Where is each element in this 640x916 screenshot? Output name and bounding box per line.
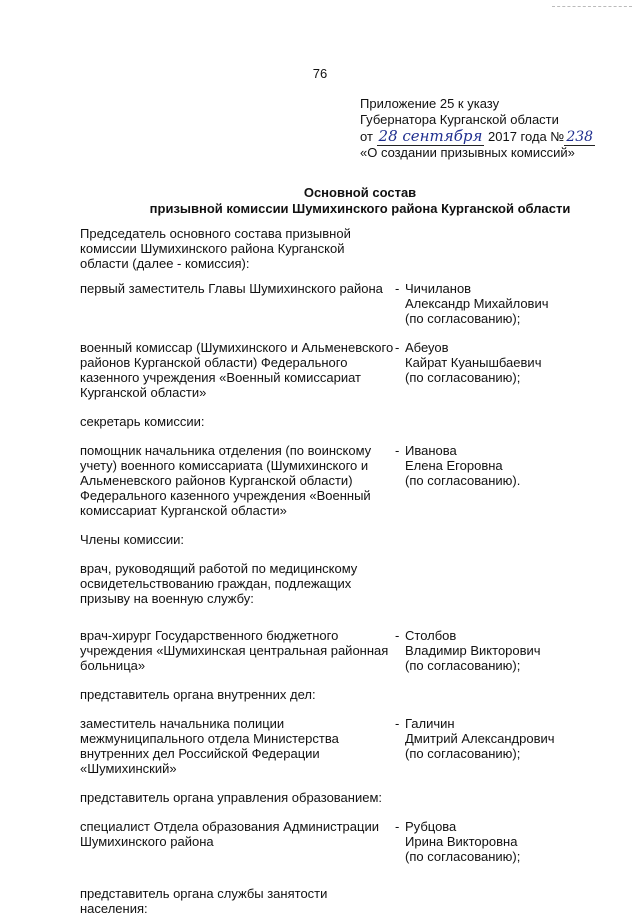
member-role: военный комиссар (Шумихинского и Альменевского районов Курганской области) Федерального казенного учреждения «Военный комиссариат Курганской области»	[80, 340, 394, 400]
member-given-names: Ирина Викторовна	[405, 834, 518, 849]
member-given-names: Елена Егоровна	[405, 458, 503, 473]
dash: -	[395, 443, 400, 458]
member-role: заместитель начальника полиции межмуниципального отдела Министерства внутренних дел Российской Федерации «Шумихинский»	[80, 716, 339, 776]
member-surname: Галичин	[405, 716, 455, 731]
member-surname: Иванова	[405, 443, 457, 458]
member-row-secretary	[80, 443, 625, 518]
dash: -	[395, 340, 400, 355]
handwritten-number: 238	[566, 129, 594, 145]
member-note: (по согласованию);	[405, 370, 521, 385]
appendix-line-2: Губернатора Курганской области	[360, 112, 559, 127]
dash: -	[395, 281, 400, 296]
member-person	[405, 443, 605, 518]
handwritten-date: 28 сентября	[378, 127, 483, 145]
member-row-commissar	[80, 340, 625, 400]
scan-edge-mark	[552, 6, 632, 9]
member-row-surgeon	[80, 628, 625, 673]
dash: -	[395, 716, 400, 731]
police-label: представитель органа внутренних дел:	[80, 687, 316, 702]
member-note: (по согласованию);	[405, 746, 521, 761]
members-label: Члены комиссии:	[80, 532, 185, 547]
member-surname: Рубцова	[405, 819, 457, 834]
appendix-line-4: «О создании призывных комиссий»	[360, 145, 575, 160]
member-note: (по согласованию);	[405, 311, 521, 326]
chair-label: Председатель основного состава призывной комиссии Шумихинского района Курганской области (далее - комиссия):	[80, 226, 351, 271]
education-label: представитель органа управления образованием:	[80, 790, 383, 805]
document-title	[90, 185, 630, 217]
commission-list	[80, 226, 625, 916]
title-line-1: Основной состав	[303, 185, 417, 200]
member-given-names: Владимир Викторович	[405, 643, 541, 658]
member-row-police	[80, 716, 625, 776]
member-role: помощник начальника отделения (по воинскому учету) военного комиссариата (Шумихинского и Альменевского районов Курганской области) Федерального казенного учреждения «Военный комиссариат Курганской области»	[80, 443, 372, 518]
dash: -	[395, 819, 400, 834]
member-given-names: Александр Михайлович	[405, 296, 549, 311]
member-person	[405, 628, 605, 673]
member-role: специалист Отдела образования Администрации Шумихинского района	[80, 819, 379, 849]
member-role: первый заместитель Главы Шумихинского района	[80, 281, 383, 296]
appendix-from: от	[360, 129, 373, 144]
appendix-line-1: Приложение 25 к указу	[360, 96, 500, 111]
member-surname: Абеуов	[405, 340, 449, 355]
secretary-label: секретарь комиссии:	[80, 414, 205, 429]
appendix-date-line	[360, 128, 620, 145]
member-given-names: Кайрат Куанышбаевич	[405, 355, 542, 370]
member-surname: Столбов	[405, 628, 457, 643]
member-person	[405, 716, 605, 776]
member-row-first-deputy	[80, 281, 625, 326]
member-note: (по согласованию);	[405, 658, 521, 673]
member-person	[405, 819, 605, 864]
member-note: (по согласованию).	[405, 473, 521, 488]
page-number: 76	[312, 66, 328, 81]
appendix-year: 2017 года №	[488, 129, 565, 144]
member-person	[405, 340, 605, 400]
employment-label: представитель органа службы занятости населения:	[80, 886, 328, 916]
title-line-2: призывной комиссии Шумихинского района Курганской области	[149, 201, 571, 216]
member-row-education	[80, 819, 625, 864]
member-surname: Чичиланов	[405, 281, 472, 296]
member-given-names: Дмитрий Александрович	[405, 731, 555, 746]
member-role: врач-хирург Государственного бюджетного учреждения «Шумихинская центральная районная больница»	[80, 628, 389, 673]
doctor-label: врач, руководящий работой по медицинскому освидетельствованию граждан, подлежащих призыву на военную службу:	[80, 561, 358, 606]
dash: -	[395, 628, 400, 643]
appendix-header	[360, 96, 620, 161]
member-person	[405, 281, 605, 326]
member-note: (по согласованию);	[405, 849, 521, 864]
